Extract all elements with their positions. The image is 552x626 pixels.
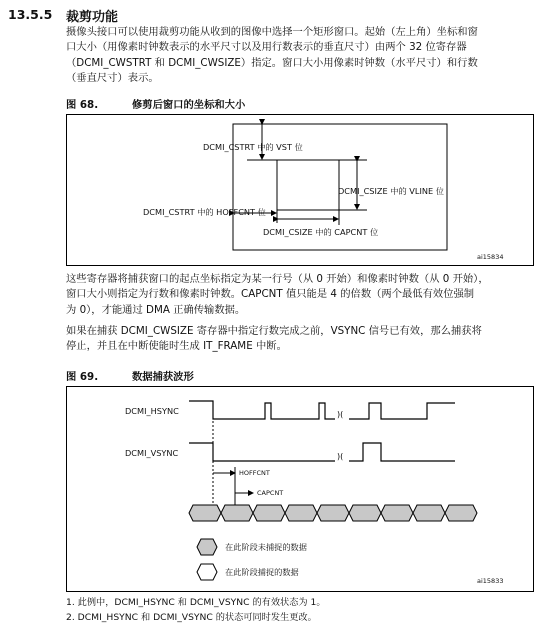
note-2: 2. DCMI_HSYNC 和 DCMI_VSYNC 的状态可同时发生更改。 (66, 612, 317, 623)
data-word-uncaptured (253, 505, 285, 521)
legend-captured-text: 在此阶段捕捉的数据 (225, 567, 299, 577)
data-word-uncaptured (317, 505, 349, 521)
data-word-uncaptured (221, 505, 253, 521)
vsync-break-mark: )( (337, 452, 344, 461)
figure68-number: 图 68. (66, 99, 99, 111)
figure68-ref: ai15834 (477, 253, 504, 261)
hsync-waveform-cont (349, 403, 455, 419)
crop-line: 窗口大小则指定为行数和像素时钟数。CAPCNT 值只能是 4 的倍数（两个最低有效位强制 (66, 288, 475, 301)
vline-label: DCMI_CSIZE 中的 VLINE 位 (338, 186, 444, 196)
figure69-frame (66, 386, 534, 592)
vst-label: DCMI_CSTRT 中的 VST 位 (203, 142, 303, 152)
waveform-diagram (67, 387, 533, 591)
vsync-label: DCMI_VSYNC (125, 448, 179, 458)
crop-line: 这些寄存器将捕获窗口的起点坐标指定为某一行号（从 0 开始）和像素时钟数（从 0 开始）， (66, 273, 489, 285)
capcnt-label: CAPCNT (257, 489, 284, 497)
intro-line: （DCMI_CWSTRT 和 DCMI_CWSIZE）指定。窗口大小用像素时钟数（水平尺寸）和行数 (66, 56, 478, 69)
data-word-uncaptured (381, 505, 413, 521)
data-word-uncaptured (413, 505, 445, 521)
figure69-title: 数据捕获波形 (132, 371, 194, 383)
hoffcnt-label: HOFFCNT (239, 469, 270, 477)
crop-line: 为 0），才能通过 DMA 正确传输数据。 (66, 303, 246, 316)
hsync-label: DCMI_HSYNC (125, 406, 179, 416)
data-word-uncaptured (445, 505, 477, 521)
vsync-line: 如果在捕获 DCMI_CWSIZE 寄存器中指定行数完成之前，VSYNC 信号已有效，那么捕获将 (66, 325, 482, 337)
intro-line: 摄像头接口可以使用裁剪功能从收到的图像中选择一个矩形窗口。起始（左上角）坐标和窗 (66, 26, 478, 38)
data-word-uncaptured (285, 505, 317, 521)
data-bus (189, 505, 477, 521)
section-title: 裁剪功能 (66, 10, 119, 25)
data-word-uncaptured (189, 505, 221, 521)
vsync-paragraph (66, 324, 536, 355)
intro-line: （垂直尺寸）表示。 (66, 71, 159, 84)
crop-paragraph (66, 272, 536, 318)
hoffcnt-label: DCMI_CSTRT 中的 HOFFCNT 位 (143, 207, 266, 217)
vsync-line: 停止，并且在中断使能时生成 IT_FRAME 中断。 (66, 340, 287, 353)
intro-paragraph (66, 25, 536, 86)
hsync-waveform (189, 401, 335, 419)
data-word-uncaptured (349, 505, 381, 521)
figure69-number: 图 69. (66, 371, 99, 383)
note-1: 1. 此例中，DCMI_HSYNC 和 DCMI_VSYNC 的有效状态为 1。 (66, 597, 326, 608)
vsync-waveform-cont (349, 443, 455, 461)
figure68-frame (66, 114, 534, 266)
crop-rect (277, 160, 339, 210)
legend-uncaptured-text: 在此阶段未捕捉的数据 (225, 542, 307, 552)
figure68-title: 修剪后窗口的坐标和大小 (132, 99, 246, 111)
section-number: 13.5.5 (8, 7, 53, 22)
intro-line: 口大小（用像素时钟数表示的水平尺寸以及用行数表示的垂直尺寸）由两个 32 位寄存器 (66, 41, 467, 54)
vsync-waveform (189, 443, 335, 461)
figure68-diagram (67, 115, 533, 265)
legend-uncaptured-swatch (197, 539, 217, 555)
hsync-break-mark: )( (337, 410, 344, 419)
capcnt-label: DCMI_CSIZE 中的 CAPCNT 位 (263, 227, 379, 237)
figure69-ref: ai15833 (477, 577, 504, 585)
legend-captured-swatch (197, 564, 217, 580)
